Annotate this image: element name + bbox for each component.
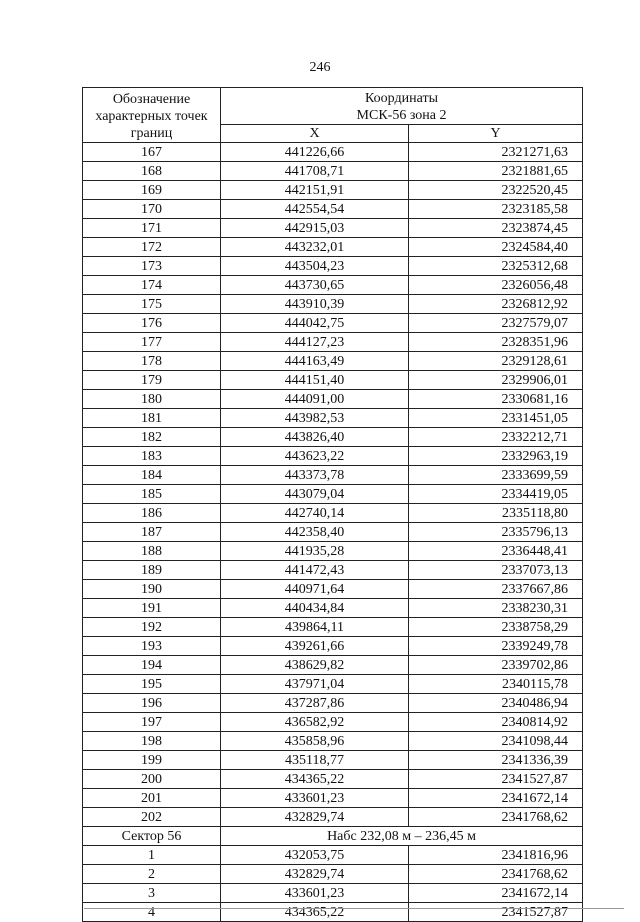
point-id-cell: 173 [83, 257, 221, 276]
y-coordinate-cell: 2338230,31 [409, 599, 583, 618]
sector-name: Сектор 56 [83, 827, 221, 846]
table-row [83, 561, 583, 580]
x-coordinate-cell: 432829,74 [221, 808, 409, 827]
point-id-cell: 195 [83, 675, 221, 694]
point-id-cell: 190 [83, 580, 221, 599]
x-coordinate-cell: 437971,04 [221, 675, 409, 694]
y-coordinate-cell: 2341816,96 [409, 846, 583, 865]
y-coordinate-cell: 2329128,61 [409, 352, 583, 371]
point-id-cell: 169 [83, 181, 221, 200]
point-id-cell: 188 [83, 542, 221, 561]
x-coordinate-cell: 443982,53 [221, 409, 409, 428]
y-coordinate-cell: 2341672,14 [409, 789, 583, 808]
y-coordinate-cell: 2340814,92 [409, 713, 583, 732]
y-coordinate-cell: 2340115,78 [409, 675, 583, 694]
y-coordinate-cell: 2335796,13 [409, 523, 583, 542]
x-coordinate-cell: 440971,64 [221, 580, 409, 599]
y-coordinate-cell: 2325312,68 [409, 257, 583, 276]
table-row [83, 352, 583, 371]
table-row [83, 865, 583, 884]
point-id-cell: 187 [83, 523, 221, 542]
point-id-cell: 2 [83, 865, 221, 884]
x-coordinate-cell: 443623,22 [221, 447, 409, 466]
page-number: 246 [309, 60, 331, 75]
table-row [83, 485, 583, 504]
x-coordinate-cell: 442915,03 [221, 219, 409, 238]
y-coordinate-cell: 2336448,41 [409, 542, 583, 561]
y-coordinate-cell: 2333699,59 [409, 466, 583, 485]
y-coordinate-cell: 2341527,87 [409, 770, 583, 789]
table-row [83, 447, 583, 466]
table-row [83, 903, 583, 922]
y-coordinate-cell: 2341098,44 [409, 732, 583, 751]
x-coordinate-cell: 442358,40 [221, 523, 409, 542]
coordinate-system-label: МСК-56 зона 2 [356, 108, 447, 123]
y-coordinate-cell: 2328351,96 [409, 333, 583, 352]
x-coordinate-cell: 443826,40 [221, 428, 409, 447]
point-id-cell: 192 [83, 618, 221, 637]
point-id-cell: 167 [83, 143, 221, 162]
point-id-cell: 194 [83, 656, 221, 675]
table-row [83, 257, 583, 276]
y-coordinate-cell: 2322520,45 [409, 181, 583, 200]
sector-section [83, 827, 583, 846]
point-id-cell: 199 [83, 751, 221, 770]
point-designation-header: Обозначение характерных точек границ [83, 88, 221, 143]
x-coordinate-cell: 443504,23 [221, 257, 409, 276]
point-id-cell: 172 [83, 238, 221, 257]
y-coordinate-cell: 2338758,29 [409, 618, 583, 637]
table-row [83, 808, 583, 827]
table-row [83, 751, 583, 770]
point-id-cell: 179 [83, 371, 221, 390]
x-coordinate-cell: 437287,86 [221, 694, 409, 713]
x-coordinate-cell: 444091,00 [221, 390, 409, 409]
table-row [83, 789, 583, 808]
table-row [83, 238, 583, 257]
point-id-cell: 189 [83, 561, 221, 580]
point-id-cell: 170 [83, 200, 221, 219]
point-id-cell: 3 [83, 884, 221, 903]
x-coordinate-cell: 443910,39 [221, 295, 409, 314]
table-row [83, 656, 583, 675]
y-coordinate-cell: 2341672,14 [409, 884, 583, 903]
table-row [83, 770, 583, 789]
y-coordinate-cell: 2334419,05 [409, 485, 583, 504]
x-coordinate-cell: 444163,49 [221, 352, 409, 371]
point-id-cell: 177 [83, 333, 221, 352]
table-row [83, 276, 583, 295]
point-id-cell: 182 [83, 428, 221, 447]
y-coordinate-cell: 2332212,71 [409, 428, 583, 447]
point-id-cell: 185 [83, 485, 221, 504]
y-coordinate-cell: 2321881,65 [409, 162, 583, 181]
point-id-cell: 180 [83, 390, 221, 409]
y-coordinate-cell: 2331451,05 [409, 409, 583, 428]
sector-points-body [83, 846, 583, 922]
x-coordinate-cell: 442554,54 [221, 200, 409, 219]
x-column-header: X [221, 125, 409, 143]
y-coordinate-cell: 2327579,07 [409, 314, 583, 333]
x-coordinate-cell: 444042,75 [221, 314, 409, 333]
x-coordinate-cell: 432829,74 [221, 865, 409, 884]
coordinates-header [221, 88, 583, 125]
x-coordinate-cell: 441226,66 [221, 143, 409, 162]
table-row [83, 314, 583, 333]
y-coordinate-cell: 2335118,80 [409, 504, 583, 523]
point-id-cell: 193 [83, 637, 221, 656]
point-id-cell: 197 [83, 713, 221, 732]
y-coordinate-cell: 2321271,63 [409, 143, 583, 162]
point-id-cell: 1 [83, 846, 221, 865]
point-id-cell: 183 [83, 447, 221, 466]
table-row [83, 884, 583, 903]
point-id-cell: 184 [83, 466, 221, 485]
point-id-cell: 175 [83, 295, 221, 314]
table-row [83, 181, 583, 200]
x-coordinate-cell: 441472,43 [221, 561, 409, 580]
y-coordinate-cell: 2341336,39 [409, 751, 583, 770]
y-coordinate-cell: 2324584,40 [409, 238, 583, 257]
point-id-cell: 198 [83, 732, 221, 751]
x-coordinate-cell: 433601,23 [221, 789, 409, 808]
table-row [83, 428, 583, 447]
x-coordinate-cell: 436582,92 [221, 713, 409, 732]
table-row [83, 523, 583, 542]
x-coordinate-cell: 434365,22 [221, 770, 409, 789]
y-coordinate-cell: 2330681,16 [409, 390, 583, 409]
y-coordinate-cell: 2337667,86 [409, 580, 583, 599]
table-row [83, 732, 583, 751]
point-id-cell: 186 [83, 504, 221, 523]
x-coordinate-cell: 443079,04 [221, 485, 409, 504]
table-row [83, 618, 583, 637]
x-coordinate-cell: 439261,66 [221, 637, 409, 656]
point-id-cell: 202 [83, 808, 221, 827]
table-row [83, 295, 583, 314]
coordinates-title: Координаты [365, 91, 438, 106]
sector-row [83, 827, 583, 846]
table-row [83, 713, 583, 732]
y-coordinate-cell: 2326056,48 [409, 276, 583, 295]
y-coordinate-cell: 2326812,92 [409, 295, 583, 314]
x-coordinate-cell: 442740,14 [221, 504, 409, 523]
table-row [83, 542, 583, 561]
point-id-cell: 196 [83, 694, 221, 713]
y-coordinate-cell: 2323185,58 [409, 200, 583, 219]
y-coordinate-cell: 2340486,94 [409, 694, 583, 713]
table-row [83, 599, 583, 618]
x-coordinate-cell: 443730,65 [221, 276, 409, 295]
boundary-points-body [83, 143, 583, 827]
point-id-cell: 176 [83, 314, 221, 333]
x-coordinate-cell: 441708,71 [221, 162, 409, 181]
y-coordinate-cell: 2323874,45 [409, 219, 583, 238]
point-id-cell: 174 [83, 276, 221, 295]
point-id-cell: 201 [83, 789, 221, 808]
table-row [83, 694, 583, 713]
table-row [83, 675, 583, 694]
x-coordinate-cell: 442151,91 [221, 181, 409, 200]
y-coordinate-cell: 2341527,87 [409, 903, 583, 922]
x-coordinate-cell: 435118,77 [221, 751, 409, 770]
point-id-cell: 181 [83, 409, 221, 428]
point-id-cell: 171 [83, 219, 221, 238]
x-coordinate-cell: 438629,82 [221, 656, 409, 675]
sector-elevation-mark: Набс 232,08 м – 236,45 м [221, 827, 583, 846]
y-coordinate-cell: 2339702,86 [409, 656, 583, 675]
y-coordinate-cell: 2337073,13 [409, 561, 583, 580]
x-coordinate-cell: 444151,40 [221, 371, 409, 390]
table-row [83, 390, 583, 409]
x-coordinate-cell: 433601,23 [221, 884, 409, 903]
x-coordinate-cell: 444127,23 [221, 333, 409, 352]
x-coordinate-cell: 440434,84 [221, 599, 409, 618]
y-coordinate-cell: 2341768,62 [409, 865, 583, 884]
point-id-cell: 178 [83, 352, 221, 371]
table-row [83, 409, 583, 428]
x-coordinate-cell: 441935,28 [221, 542, 409, 561]
point-id-cell: 168 [83, 162, 221, 181]
y-column-header: Y [409, 125, 583, 143]
y-coordinate-cell: 2332963,19 [409, 447, 583, 466]
table-header [83, 88, 583, 143]
x-coordinate-cell: 435858,96 [221, 732, 409, 751]
point-id-cell: 4 [83, 903, 221, 922]
table-row [83, 143, 583, 162]
table-row [83, 637, 583, 656]
table-row [83, 219, 583, 238]
y-coordinate-cell: 2329906,01 [409, 371, 583, 390]
x-coordinate-cell: 434365,22 [221, 903, 409, 922]
table-row [83, 504, 583, 523]
point-id-cell: 200 [83, 770, 221, 789]
table-row [83, 200, 583, 219]
x-coordinate-cell: 443232,01 [221, 238, 409, 257]
x-coordinate-cell: 432053,75 [221, 846, 409, 865]
table-row [83, 580, 583, 599]
point-id-cell: 191 [83, 599, 221, 618]
y-coordinate-cell: 2341768,62 [409, 808, 583, 827]
x-coordinate-cell: 439864,11 [221, 618, 409, 637]
table-row [83, 846, 583, 865]
table-row [83, 162, 583, 181]
x-coordinate-cell: 443373,78 [221, 466, 409, 485]
y-coordinate-cell: 2339249,78 [409, 637, 583, 656]
table-row [83, 333, 583, 352]
table-row [83, 466, 583, 485]
table-row [83, 371, 583, 390]
page-bottom-line [84, 908, 624, 909]
coordinates-table [82, 87, 583, 922]
